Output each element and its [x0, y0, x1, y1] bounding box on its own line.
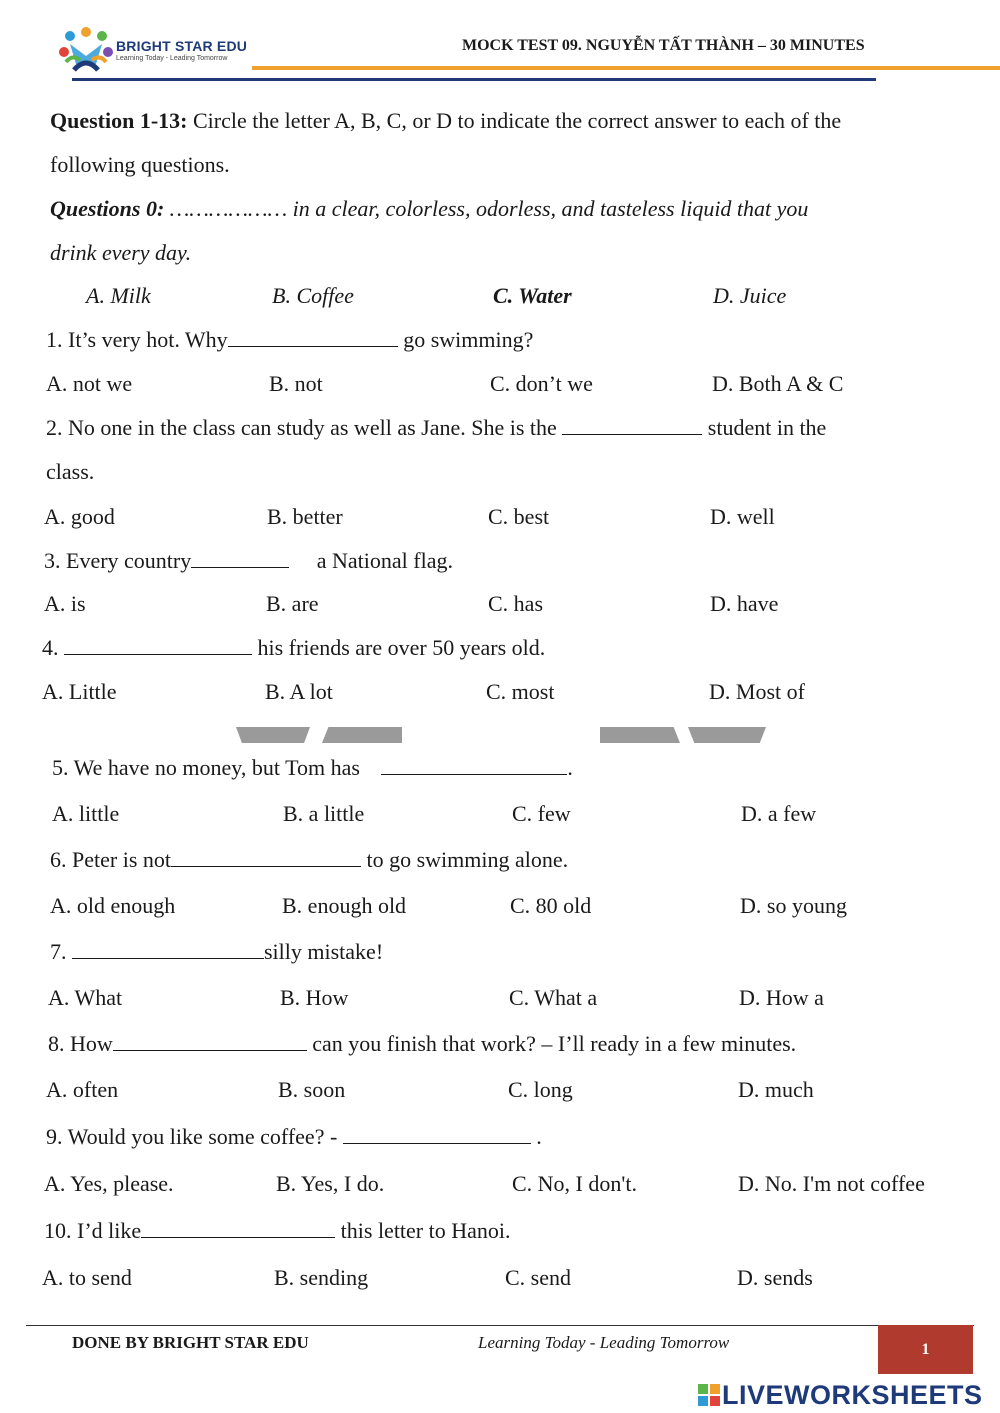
- question-text: .: [530, 1124, 542, 1149]
- question-text: this letter to Hanoi.: [335, 1218, 511, 1243]
- question-3: [44, 548, 453, 574]
- q3-option-d[interactable]: D. have: [710, 591, 779, 616]
- instruction-text: Circle the letter A, B, C, or D to indicate the correct answer to each of the: [187, 108, 842, 133]
- example-option-a[interactable]: A. Milk: [86, 283, 151, 308]
- q7-option-a[interactable]: A. What: [48, 985, 123, 1010]
- brand-tagline: Learning Today - Leading Tomorrow: [116, 55, 228, 62]
- brand-name: BRIGHT STAR EDU: [116, 38, 248, 54]
- q4-option-b[interactable]: B. A lot: [265, 679, 333, 704]
- q2-option-a[interactable]: A. good: [44, 504, 115, 529]
- question-text: 8. How: [48, 1031, 113, 1056]
- q6-option-c[interactable]: C. 80 old: [510, 893, 592, 918]
- question-text: 4.: [42, 635, 64, 660]
- page-title: MOCK TEST 09. NGUYỄN TẤT THÀNH – 30 MINUTES: [462, 37, 865, 54]
- instruction-label: Question 1-13:: [50, 108, 188, 133]
- q4-option-a[interactable]: A. Little: [42, 679, 117, 704]
- q1-option-a[interactable]: A. not we: [46, 371, 133, 396]
- question-text: a National flag.: [289, 548, 453, 573]
- answer-blank[interactable]: [171, 848, 361, 867]
- q9-option-a[interactable]: A. Yes, please.: [44, 1171, 174, 1196]
- scan-artifact-shape: [322, 727, 402, 743]
- q2-option-b[interactable]: B. better: [267, 504, 343, 529]
- question-text: .: [567, 755, 573, 780]
- header-divider-navy: [72, 78, 876, 81]
- q1-option-b[interactable]: B. not: [269, 371, 323, 396]
- example-option-c[interactable]: C. Water: [493, 283, 572, 308]
- question-2-cont: class.: [46, 459, 95, 484]
- footer-divider: [26, 1325, 974, 1326]
- q5-option-a[interactable]: A. little: [52, 801, 120, 826]
- example-text: in a clear, colorless, odorless, and tasteless liquid that you: [292, 196, 809, 221]
- example-text-cont: drink every day.: [50, 240, 192, 265]
- question-8: [48, 1031, 796, 1057]
- liveworksheets-text: LIVEWORKSHEETS: [722, 1380, 983, 1410]
- q3-option-a[interactable]: A. is: [44, 591, 86, 616]
- question-7: [50, 939, 383, 965]
- q10-option-c[interactable]: C. send: [505, 1265, 571, 1290]
- q10-option-b[interactable]: B. sending: [274, 1265, 369, 1290]
- liveworksheets-watermark: [698, 1380, 983, 1411]
- instruction-line-1: [50, 108, 841, 134]
- question-text: 3. Every country: [44, 548, 192, 573]
- answer-blank[interactable]: [113, 1032, 307, 1051]
- question-text: 2. No one in the class can study as well as Jane. She is the: [46, 415, 563, 440]
- liveworksheets-logo-icon: [698, 1382, 720, 1404]
- question-text: can you finish that work? – I’ll ready in a few minutes.: [306, 1031, 797, 1056]
- example-label: Questions 0:: [50, 196, 165, 221]
- q6-option-a[interactable]: A. old enough: [50, 893, 176, 918]
- q6-option-d[interactable]: D. so young: [740, 893, 847, 918]
- star-people-icon: [58, 26, 116, 80]
- answer-blank[interactable]: [141, 1219, 335, 1238]
- q7-option-c[interactable]: C. What a: [509, 985, 598, 1010]
- question-9: [46, 1124, 542, 1150]
- q1-option-c[interactable]: C. don’t we: [490, 371, 593, 396]
- q7-option-b[interactable]: B. How: [280, 985, 349, 1010]
- answer-blank[interactable]: [72, 940, 264, 959]
- page-number: 1: [878, 1325, 973, 1374]
- scan-artifact-shape: [600, 727, 680, 743]
- question-text: go swimming?: [397, 327, 534, 352]
- answer-blank[interactable]: [562, 416, 702, 435]
- example-question: [50, 196, 808, 222]
- q9-option-c[interactable]: C. No, I don't.: [512, 1171, 637, 1196]
- q4-option-c[interactable]: C. most: [486, 679, 555, 704]
- q10-option-a[interactable]: A. to send: [42, 1265, 132, 1290]
- question-text: 6. Peter is not: [50, 847, 171, 872]
- q2-option-c[interactable]: C. best: [488, 504, 550, 529]
- q4-option-d[interactable]: D. Most of: [709, 679, 805, 704]
- footer-slogan: Learning Today - Leading Tomorrow: [478, 1333, 730, 1352]
- question-text: his friends are over 50 years old.: [252, 635, 546, 660]
- question-text: 9. Would you like some coffee? -: [46, 1124, 343, 1149]
- q6-option-b[interactable]: B. enough old: [282, 893, 407, 918]
- q3-option-c[interactable]: C. has: [488, 591, 543, 616]
- q8-option-a[interactable]: A. often: [46, 1077, 119, 1102]
- example-option-d[interactable]: D. Juice: [713, 283, 787, 308]
- q10-option-d[interactable]: D. sends: [737, 1265, 813, 1290]
- q8-option-c[interactable]: C. long: [508, 1077, 573, 1102]
- answer-blank[interactable]: [228, 328, 398, 347]
- q9-option-b[interactable]: B. Yes, I do.: [276, 1171, 385, 1196]
- question-10: [44, 1218, 511, 1244]
- q2-option-d[interactable]: D. well: [710, 504, 775, 529]
- q8-option-b[interactable]: B. soon: [278, 1077, 346, 1102]
- q7-option-d[interactable]: D. How a: [739, 985, 824, 1010]
- question-text: 7.: [50, 939, 72, 964]
- question-text: 1. It’s very hot. Why: [46, 327, 228, 352]
- question-5: [52, 755, 573, 781]
- question-6: [50, 847, 568, 873]
- question-text: student in the: [702, 415, 827, 440]
- answer-blank[interactable]: [343, 1125, 531, 1144]
- example-option-b[interactable]: B. Coffee: [272, 283, 354, 308]
- header-divider-orange: [252, 66, 1000, 70]
- q5-option-c[interactable]: C. few: [512, 801, 571, 826]
- question-4: [42, 635, 545, 661]
- question-2: [46, 415, 826, 441]
- q1-option-d[interactable]: D. Both A & C: [712, 371, 844, 396]
- q9-option-d[interactable]: D. No. I'm not coffee: [738, 1171, 925, 1196]
- question-text: 5. We have no money, but Tom has: [52, 755, 366, 780]
- instruction-line-2: following questions.: [50, 152, 230, 177]
- answer-blank[interactable]: [64, 636, 252, 655]
- example-dots: ………………: [164, 196, 293, 221]
- answer-blank[interactable]: [191, 549, 289, 568]
- question-text: 10. I’d like: [44, 1218, 142, 1243]
- question-1: [46, 327, 533, 353]
- answer-blank[interactable]: [381, 756, 567, 775]
- scan-artifact-shape: [236, 727, 310, 743]
- question-text: silly mistake!: [264, 939, 384, 964]
- q5-option-d[interactable]: D. a few: [741, 801, 817, 826]
- scan-artifact-shape: [688, 727, 766, 743]
- footer-credit: DONE BY BRIGHT STAR EDU: [72, 1333, 309, 1352]
- q8-option-d[interactable]: D. much: [738, 1077, 814, 1102]
- question-text: to go swimming alone.: [361, 847, 569, 872]
- q3-option-b[interactable]: B. are: [266, 591, 319, 616]
- q5-option-b[interactable]: B. a little: [283, 801, 365, 826]
